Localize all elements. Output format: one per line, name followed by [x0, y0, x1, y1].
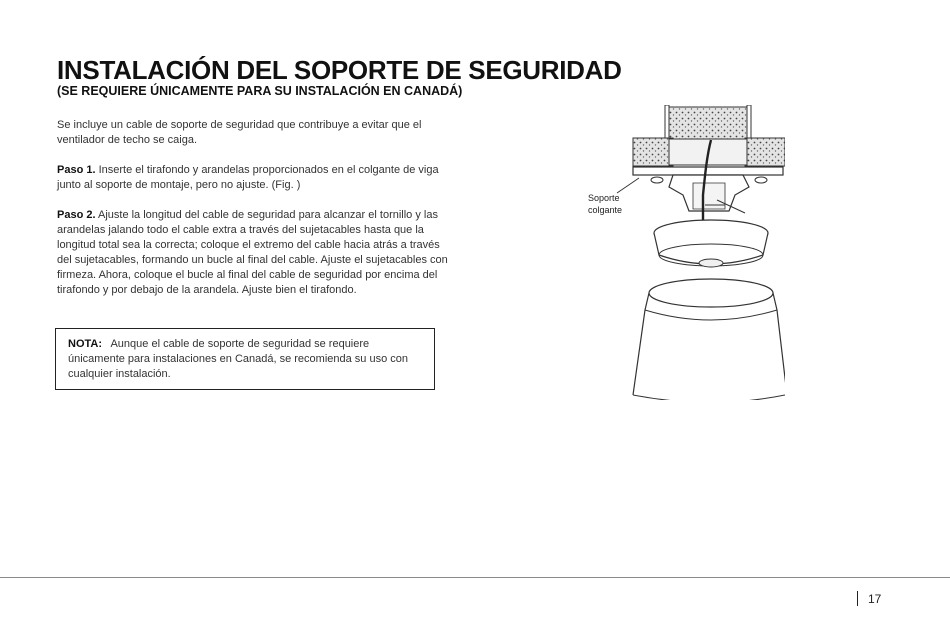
ceiling-joist-graphic	[633, 105, 785, 166]
step-1-label: Paso 1.	[57, 164, 96, 176]
callout-label-line-1: Soporte	[588, 193, 620, 203]
step-1-paragraph	[57, 163, 457, 193]
page-number: 17	[868, 592, 882, 606]
hanger-bracket-graphic	[669, 175, 749, 213]
hanger-bracket-svg	[585, 105, 785, 400]
hanger-bracket-illustration	[585, 105, 785, 400]
note-box	[55, 328, 435, 390]
note-text: Aunque el cable de soporte de seguridad se requiere únicamente para instalaciones en Canadá, se recomienda su uso con cualquier instalación.	[68, 338, 408, 380]
page-subtitle: (SE REQUIERE ÚNICAMENTE PARA SU INSTALACIÓN EN CANADÁ)	[57, 84, 463, 98]
intro-paragraph: Se incluye un cable de soporte de seguridad que contribuye a evitar que el ventilador de techo se caiga.	[57, 119, 422, 146]
note-label: NOTA:	[68, 338, 103, 350]
canopy-graphic	[654, 220, 768, 267]
callout-leader-line	[617, 178, 639, 193]
fan-housing-graphic	[633, 279, 785, 400]
page-number-separator	[857, 591, 858, 606]
step-1-text: Inserte el tirafondo y arandelas proporcionados en el colgante de viga junto al soporte de montaje, pero no ajuste. (Fig. )	[57, 164, 439, 191]
page-title: INSTALACIÓN DEL SOPORTE DE SEGURIDAD	[57, 55, 622, 85]
step-2-text: Ajuste la longitud del cable de seguridad para alcanzar el tornillo y las arandelas jalando todo el cable extra a través del sujetacables hasta que la longitud total sea la correcta; coloque el extremo del cable hacia atrás a través del sujetacables, formando un bucle al final del cable. Ajuste el sujetacables con firmeza. Ahora, coloque el bucle al final del cable de seguridad por encima del tirafondo y por debajo de la arandela. Ajuste bien el tirafondo.	[57, 209, 448, 296]
footer-divider	[0, 577, 950, 578]
callout-label-line-2: colgante	[588, 205, 623, 215]
step-2-label: Paso 2.	[57, 209, 96, 221]
step-2-paragraph	[57, 208, 457, 298]
